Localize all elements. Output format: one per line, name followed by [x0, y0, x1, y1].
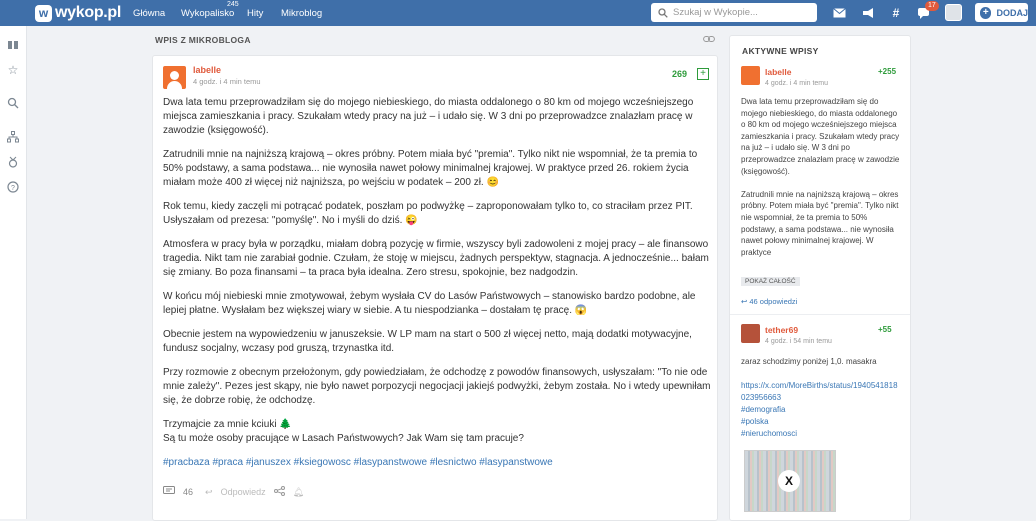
entry-tag[interactable]: #polska	[741, 417, 769, 426]
medal-icon[interactable]	[6, 155, 20, 169]
post-vote-count: 269	[672, 69, 688, 79]
search-people-icon[interactable]	[6, 96, 20, 110]
entry-avatar[interactable]	[741, 66, 760, 85]
reply-button[interactable]: Odpowiedz	[220, 487, 266, 497]
search-icon	[658, 8, 668, 18]
microblog-post	[152, 55, 718, 521]
comments-icon[interactable]	[163, 486, 175, 498]
reply-icon[interactable]: ↩	[205, 486, 213, 497]
entry-timestamp: 4 godz. i 54 min temu	[765, 338, 832, 345]
notification-count-badge: 17	[925, 1, 939, 11]
entry-tag[interactable]: #nieruchomosci	[741, 429, 798, 438]
star-icon[interactable]: ☆	[7, 63, 19, 77]
x-logo-icon: X	[778, 470, 800, 492]
entry-avatar[interactable]	[741, 324, 760, 343]
post-paragraph: W końcu mój niebieski mnie zmotywował, żebym wysłała CV do Lasów Państwowych – stanowisko bardzo podobne, ale lepiej płatne. Wysłałam bez większej wiary w siebie. A tu niespodzianka – dostałam tę pracę. 😱	[163, 291, 696, 316]
post-author[interactable]: labelle	[193, 65, 222, 75]
entry-replies-link[interactable]: ↩ 46 odpowiedzi	[741, 297, 798, 306]
active-entries-panel	[729, 35, 911, 521]
post-paragraph: Rok temu, kiedy zaczęli mi potrącać podatek, poszłam po podwyżkę – zaproponowałam tylko to, co straciłam przez PIT. Usłyszałam od prezesa: "pomyślę". No i myśli do dziś. 😜	[163, 201, 693, 226]
post-paragraph: Obecnie jestem na wypowiedzeniu w januszeksie. W LP mam na start o 500 zł więcej netto, mają dodatki motywacyjne, fundusz socjalny, wczasy pod gruszą, trzynastka itd.	[163, 329, 692, 354]
post-paragraph: Trzymajcie za mnie kciuki 🌲 Są tu może osoby pracujące w Lasach Państwowych? Jak Wam się tam pracuje?	[163, 419, 524, 444]
help-icon[interactable]	[6, 180, 20, 194]
nav-mikroblog[interactable]: Mikroblog	[281, 7, 323, 19]
nav-hity[interactable]: Hity	[247, 7, 264, 19]
notify-bell-icon[interactable]: 🔔︎	[292, 486, 305, 497]
post-paragraph: Atmosfera w pracy była w porządku, miałam dobrą pozycję w firmie, wszyscy byli zadowoleni z mojej pracy – ale finansowo tragedia. Nikt tam nie zarabiał godnie. Czułam, że stoję w miejscu, żadnych perspektyw, stagnacja. A jednocześnie... bałam się zmiany. Bo poza finansami – ta praca była idealna. Zero stresu, spokojnie, bez nadgodzin.	[163, 239, 709, 278]
entry-author[interactable]: tether69	[765, 325, 799, 335]
post-timestamp: 4 godz. i 4 min temu	[193, 77, 261, 86]
feed-icon[interactable]	[6, 38, 20, 52]
entry-votes: +255	[878, 67, 897, 76]
entry-body: Dwa lata temu przeprowadziłam się do mojego niebieskiego, do miasta oddalonego o 80 km od mojego wcześniejszego miejsca zamieszkania i pracy. Szukałam wtedy pracy na już – i udało się. W 3 dni po przeprowadzce znalazłam pracę w zawodzie (księgowość). Zatrudnili mnie na najniższą krajową – okres próbny. Potem miała być "premia". Tylko nikt nie wspomniał, że ta premia to 50% podstawy, a sama podstawa... nie wynosiła nawet połowy minimalnej krajowej. W praktyce	[741, 97, 900, 257]
svg-text:?: ?	[11, 185, 15, 192]
entry-votes: +55	[878, 325, 892, 334]
post-tags[interactable]: #pracbaza #praca #januszex #ksiegowosc #lasypanstwowe #lesnictwo #lasypanstwowe	[163, 457, 553, 468]
post-paragraph: Przy rozmowie z obecnym przełożonym, gdy powiedziałam, że odchodzę z powodów finansowych, usłyszałam: "To nie ode mnie zależy". Pezes jest skąpy, nie było nawet porpozycji negocjacji jakiejś podwyżki, żebym została. No i wtedy upewniłam się, że dobrze robię, że odchodzę.	[163, 367, 711, 406]
site-logo[interactable]	[35, 3, 121, 23]
entry-link[interactable]: https://x.com/MoreBirths/status/1940541818023956663	[741, 381, 898, 402]
link-icon[interactable]	[703, 34, 715, 46]
hierarchy-icon[interactable]	[6, 130, 20, 144]
divider	[730, 314, 910, 315]
entry-body: zaraz schodzimy poniżej 1,0. masakra	[741, 357, 877, 366]
nav-glowna[interactable]: Główna	[133, 7, 166, 19]
panel-title: AKTYWNE WPISY	[742, 46, 819, 56]
nav-wykopalisko[interactable]: Wykopalisko 245	[181, 1, 239, 19]
author-avatar[interactable]	[163, 66, 186, 89]
add-button[interactable]: + DODAJ	[975, 3, 1028, 22]
entry-timestamp: 4 godz. i 4 min temu	[765, 80, 829, 87]
embed-thumbnail[interactable]	[744, 450, 836, 512]
megaphone-icon[interactable]	[860, 5, 876, 21]
post-footer	[163, 486, 312, 498]
entry-author[interactable]: labelle	[765, 67, 792, 77]
post-paragraph: Dwa lata temu przeprowadziłam się do mojego niebieskiego, do miasta oddalonego o 80 km od mojego wcześniejszego miejsca zamieszkania i pracy. Szukałam wtedy pracy na już – i udało się. W 3 dni po przeprowadzce znalazłam pracę w zawodzie (księgowość).	[163, 97, 694, 136]
post-paragraph: Zatrudnili mnie na najniższą krajową – okres próbny. Potem miała być "premia". Tylko nikt nie wspomniał, że ta premia to 50% podstawy, a sama podstawa... nie wynosiła nawet połowy minimalnej krajowej. W praktyce przed 26. rokiem życia miałam może 400 zł więcej niż najniższa, po wejściu w podatek – 200 zł. 😊	[163, 149, 698, 188]
show-all-button[interactable]: POKAŻ CAŁOŚĆ	[741, 277, 800, 286]
post-body	[163, 96, 711, 480]
share-icon[interactable]	[274, 486, 285, 498]
wykopalisko-count-badge: 245	[227, 1, 239, 8]
mail-icon[interactable]	[831, 5, 847, 21]
upvote-button[interactable]: +	[697, 68, 709, 80]
user-avatar[interactable]	[945, 4, 962, 21]
hashtag-icon[interactable]: #	[892, 6, 900, 20]
logo-text: wykop.pl	[55, 4, 122, 21]
comments-count[interactable]: 46	[183, 487, 194, 497]
left-sidebar	[0, 26, 27, 519]
section-title: WPIS Z MIKROBLOGA	[155, 35, 251, 45]
plus-icon: +	[980, 7, 991, 19]
entry-tag[interactable]: #demografia	[741, 405, 786, 414]
top-bar	[0, 0, 1036, 26]
logo-icon: w	[35, 5, 52, 22]
search-input[interactable]: Szukaj w Wykopie...	[651, 3, 817, 22]
